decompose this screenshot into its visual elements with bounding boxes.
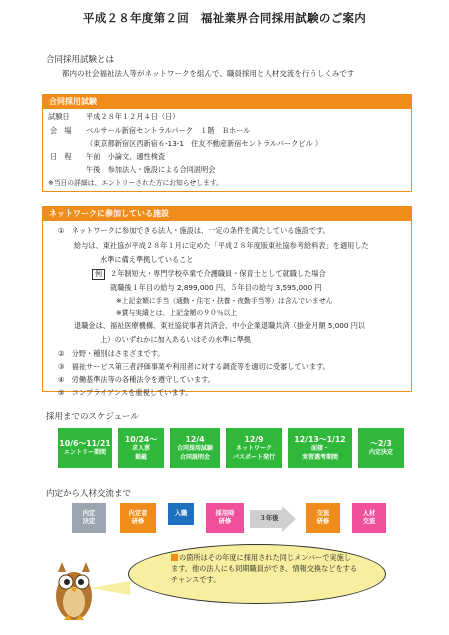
schedule-date: 10/24～: [124, 434, 158, 444]
exam-pm: 午後 参加法人・施設による合同説明会: [86, 165, 216, 174]
network-item-1: ① ネットワークに参加できる法人・施設は、一定の条件を満たしている施設です。: [58, 226, 330, 235]
schedule-date: 12/13～1/12: [294, 434, 346, 444]
network-header: ネットワークに参加している施設: [43, 207, 411, 221]
schedule-label: 内定決定: [368, 449, 393, 456]
exam-schedule-label: 日 程: [50, 152, 72, 161]
schedule-heading: 採用までのスケジュール: [46, 412, 139, 422]
schedule-step: [170, 428, 220, 468]
example-tag: 例: [92, 269, 105, 280]
schedule-label: 面接・ 実習選考期間: [301, 444, 338, 461]
example-text: ２年制短大・専門学校卒業で介護職員・保育士として就職した場合: [110, 269, 326, 278]
network-item-2: ② 分野・種別はさまざまです。: [58, 349, 165, 358]
schedule-step: [118, 428, 164, 468]
schedule-label: 合同採用試験 合同説明会: [176, 444, 213, 461]
network-item-3: ③ 福祉サービス第三者評価事業や利用者に対する調査等を適切に受審しています。: [58, 362, 330, 371]
exam-header: 合同採用試験: [43, 95, 411, 109]
flow-step: 内定 決定: [72, 503, 106, 533]
exam-date-label: 試験日: [48, 112, 70, 121]
pay-note-2: ※賞与実績とは、上記金額の９０％以上: [116, 309, 238, 317]
flow-step: 人材 交流: [352, 503, 386, 533]
flow-step: 内定者 研修: [120, 503, 156, 533]
schedule-step: [288, 428, 352, 468]
flow-step: 交流 研修: [306, 503, 340, 533]
exam-venue-value: ベルサール新宿セントラルパーク １階 Ｂホール: [86, 126, 251, 135]
exam-note: ※当日の詳細は、エントリーされた方にお知らせします。: [48, 179, 223, 187]
schedule-label: 求人票 掲載: [131, 444, 150, 461]
network-item-4: ④ 労働基準法等の各種法令を遵守しています。: [58, 375, 215, 384]
orange-square-icon: [171, 554, 178, 561]
pay-line: 就職後１年目の給与 2,899,000 円、５年目の給与 3,595,000 円: [110, 283, 322, 292]
schedule-date: 10/6～11/21: [59, 439, 111, 448]
pay-note-1: ※上記金額に手当（通勤・住宅・扶養・夜勤手当等）は含んでいません: [116, 297, 333, 305]
schedule-step: [358, 428, 404, 468]
exam-date-value: 平成２８年１２月４日（日）: [86, 112, 180, 121]
salary-line-1: 給与は、東社協が平成２８年１月に定めた「平成２８年度版東社協参考給料表」を適用した: [74, 241, 369, 250]
bubble-text: [171, 552, 357, 585]
bubble-message: の箇所はその年度に採用された同じメンバーで実施します。他の法人にも同期職員ができ、情報交換などをするチャンスです。: [171, 553, 358, 584]
about-heading: 合同採用試験とは: [46, 55, 115, 65]
schedule-date: ～2/3: [370, 439, 392, 448]
schedule-label: ネットワーク パスポート発行: [232, 444, 275, 461]
about-text: 都内の社会福祉法人等がネットワークを組んで、職員採用と人材交流を行うしくみです: [62, 69, 355, 78]
schedule-date: 12/9: [244, 434, 264, 444]
schedule-step: [58, 428, 112, 468]
exam-venue-address: （東京都新宿区西新宿６-13-1 住友不動産新宿セントラルパークビル ）: [86, 139, 323, 148]
retire-line-1: 退職金は、福祉医療機構、東社協従事者共済会、中小企業退職共済（掛金月額 5,000 円以: [74, 321, 366, 330]
schedule-date: 12/4: [185, 434, 205, 444]
flow-step: 入職: [168, 503, 194, 525]
schedule-label: エントリー期間: [63, 449, 106, 456]
flow-step: 採用時 研修: [206, 503, 244, 533]
salary-line-2: 水準に備え準拠していること: [100, 255, 194, 264]
exam-am: 午前 小論文、適性検査: [86, 152, 166, 161]
flow-heading: 内定から人材交流まで: [46, 489, 132, 499]
flow-step: ３年後: [259, 515, 279, 522]
page-title: 平成２８年度第２回 福祉業界合同採用試験のご案内: [82, 11, 367, 25]
schedule-step: [226, 428, 282, 468]
exam-venue-label: 会 場: [50, 126, 72, 135]
owl-mascot-icon: [50, 560, 98, 622]
retire-line-2: 上）のいずれかに加入あるいはその水準に準拠: [100, 335, 251, 344]
network-item-5: ⑤ コンプライアンスを重視しています。: [58, 388, 193, 397]
